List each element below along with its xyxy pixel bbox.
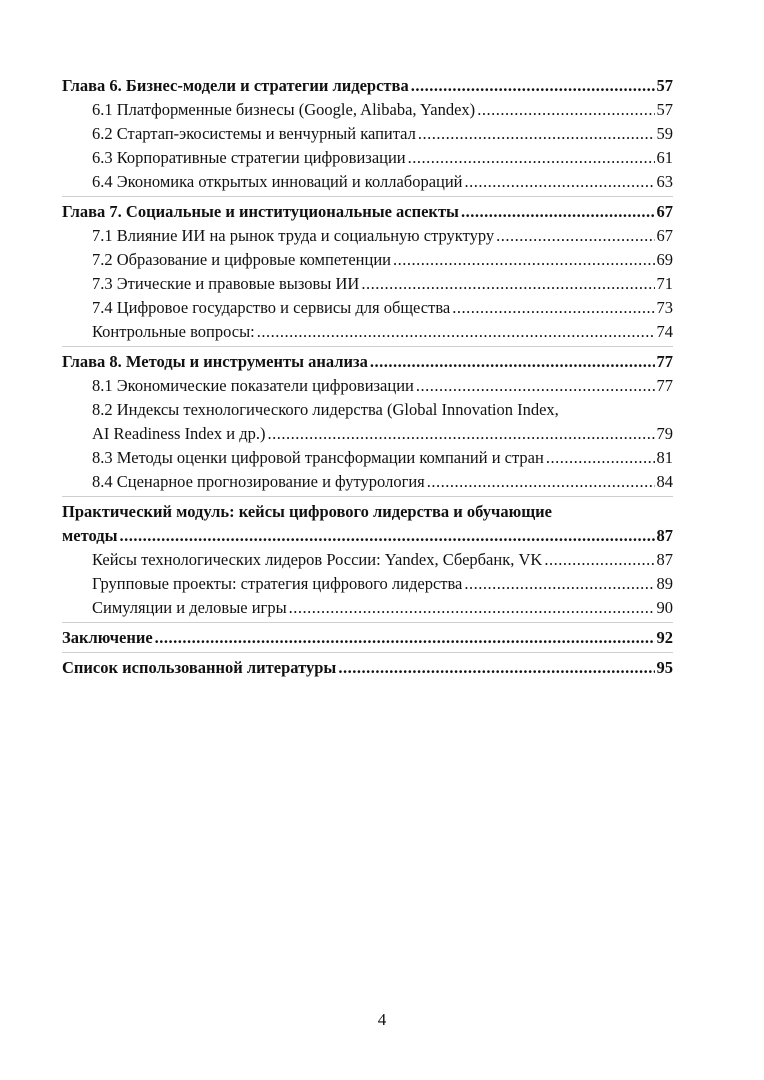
toc-leader-dots [411,74,655,98]
toc-entry-title: Заключение [62,628,153,647]
toc-entry-page: 71 [656,274,673,293]
toc-entry-page: 87 [656,526,673,545]
toc-entry-title: 7.4 Цифровое государство и сервисы для общества [92,298,451,317]
toc-leader-dots [546,446,655,470]
section-divider [62,496,673,497]
toc-chapter-7[interactable] [62,200,673,224]
page-number: 4 [377,1010,387,1029]
toc-section-simulations[interactable] [62,596,673,620]
toc-entry-title: 8.1 Экономические показатели цифровизации [92,376,414,395]
table-of-contents [62,74,673,680]
toc-section-7-4[interactable] [62,296,673,320]
toc-section-6-1[interactable] [62,98,673,122]
toc-entry-page: 69 [656,250,673,269]
section-divider [62,622,673,623]
toc-leader-dots [119,524,654,548]
toc-entry-page: 59 [656,124,673,143]
toc-leader-dots [408,146,655,170]
toc-entry-title: Список использованной литературы [62,658,337,677]
toc-leader-dots [257,320,655,344]
section-divider [62,346,673,347]
toc-entry-page: 90 [656,598,673,617]
toc-leader-dots [496,224,654,248]
section-divider [62,652,673,653]
toc-entry-title: 6.4 Экономика открытых инноваций и коллабораций [92,172,463,191]
toc-entry-title: Групповые проекты: стратегия цифрового лидерства [92,574,463,593]
toc-entry-page: 73 [656,298,673,317]
toc-leader-dots [464,572,654,596]
toc-entry-page: 57 [656,76,673,95]
toc-entry-title: Симуляции и деловые игры [92,598,287,617]
toc-entry-page: 81 [656,448,673,467]
toc-entry-title: 8.4 Сценарное прогнозирование и футурология [92,472,425,491]
toc-entry-title: 6.1 Платформенные бизнесы (Google, Alibaba, Yandex) [92,100,476,119]
toc-entry-title: 6.3 Корпоративные стратегии цифровизации [92,148,406,167]
toc-section-8-1[interactable] [62,374,673,398]
toc-leader-dots [418,122,655,146]
toc-entry-page: 77 [656,352,673,371]
toc-entry-title: Контрольные вопросы: [92,322,255,341]
toc-leader-dots [465,170,655,194]
toc-entry-page: 63 [656,172,673,191]
toc-conclusion[interactable] [62,626,673,650]
toc-entry-page: 95 [656,658,673,677]
toc-section-8-2[interactable] [62,398,673,446]
toc-entry-page: 61 [656,148,673,167]
toc-entry-title: Глава 6. Бизнес-модели и стратегии лидерства [62,76,409,95]
toc-leader-dots [338,656,654,680]
toc-entry-page: 77 [656,376,673,395]
toc-leader-dots [155,626,655,650]
toc-entry-title: 7.1 Влияние ИИ на рынок труда и социальную структуру [92,226,495,245]
toc-section-7-review-questions[interactable] [62,320,673,344]
toc-entry-page: 87 [656,550,673,569]
toc-entry-title: 6.2 Стартап-экосистемы и венчурный капитал [92,124,416,143]
toc-entry-page: 79 [656,424,673,443]
toc-leader-dots [361,272,654,296]
toc-entry-page: 67 [656,202,673,221]
toc-section-6-2[interactable] [62,122,673,146]
toc-section-8-4[interactable] [62,470,673,494]
toc-entry-page: 84 [656,472,673,491]
toc-section-6-4[interactable] [62,170,673,194]
toc-leader-dots [289,596,655,620]
toc-entry-page: 74 [656,322,673,341]
toc-leader-dots [452,296,654,320]
toc-entry-title: 8.3 Методы оценки цифровой трансформации компаний и стран [92,448,544,467]
toc-chapter-8[interactable] [62,350,673,374]
toc-entry-title: Кейсы технологических лидеров России: Yandex, Сбербанк, VK [92,550,543,569]
toc-section-group-projects[interactable] [62,572,673,596]
toc-practical-module[interactable] [62,500,673,548]
toc-leader-dots [393,248,654,272]
toc-entry-title-line-1: Практический модуль: кейсы цифрового лидерства и обучающие [62,502,552,521]
toc-entry-title: 7.2 Образование и цифровые компетенции [92,250,392,269]
toc-leader-dots [370,350,655,374]
toc-entry-title: AI Readiness Index и др.) [92,424,266,443]
toc-leader-dots [544,548,654,572]
toc-section-7-2[interactable] [62,248,673,272]
toc-section-practical-cases[interactable] [62,548,673,572]
toc-entry-title: Глава 7. Социальные и институциональные аспекты [62,202,459,221]
toc-entry-title: 7.3 Этические и правовые вызовы ИИ [92,274,360,293]
toc-section-7-3[interactable] [62,272,673,296]
toc-leader-dots [416,374,655,398]
toc-entry-page: 92 [656,628,673,647]
toc-section-7-1[interactable] [62,224,673,248]
toc-leader-dots [461,200,655,224]
toc-entry-title: Глава 8. Методы и инструменты анализа [62,352,368,371]
toc-leader-dots [267,422,654,446]
toc-entry-title: методы [62,526,118,545]
toc-leader-dots [477,98,654,122]
toc-entry-page: 89 [656,574,673,593]
toc-entry-title-line-1: 8.2 Индексы технологического лидерства (Global Innovation Index, [92,400,559,419]
toc-leader-dots [427,470,655,494]
toc-section-6-3[interactable] [62,146,673,170]
toc-section-8-3[interactable] [62,446,673,470]
section-divider [62,196,673,197]
toc-chapter-6[interactable] [62,74,673,98]
toc-references[interactable] [62,656,673,680]
toc-entry-page: 67 [656,226,673,245]
toc-entry-page: 57 [656,100,673,119]
